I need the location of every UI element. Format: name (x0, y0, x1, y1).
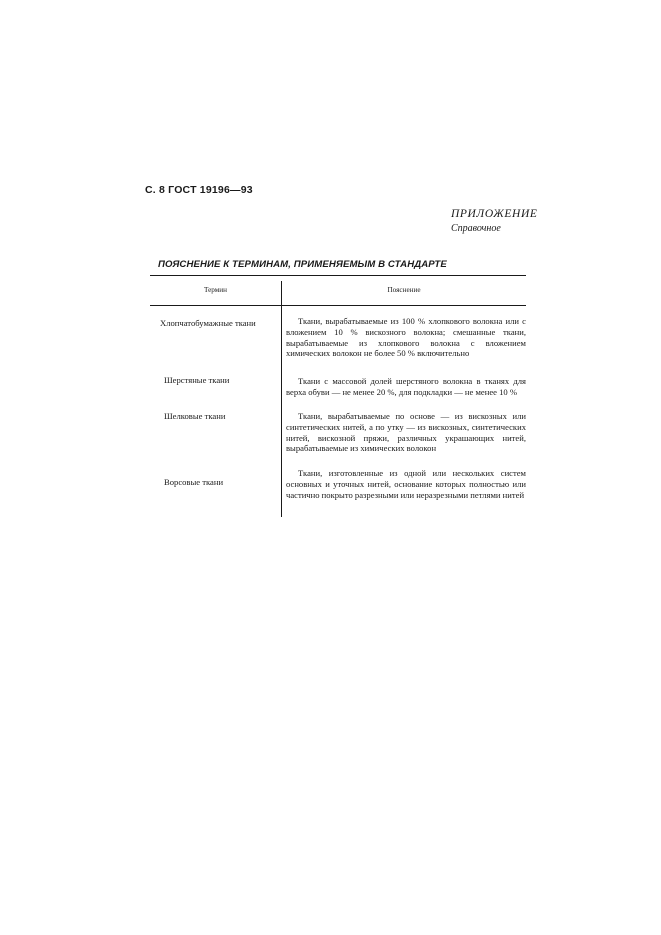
table-row-term: Ворсовые ткани (164, 477, 224, 487)
appendix-subtitle: Справочное (451, 223, 501, 234)
table-row-term: Шелковые ткани (164, 411, 226, 421)
table-row-term: Шерстяные ткани (164, 375, 230, 385)
table-title: ПОЯСНЕНИЕ К ТЕРМИНАМ, ПРИМЕНЯЕМЫМ В СТАНДАРТЕ (158, 259, 447, 270)
appendix-label: ПРИЛОЖЕНИЕ (451, 208, 538, 220)
table-row-explanation: Ткани с массовой долей шерстяного волокна в тканях для верха обуви — не менее 20 %, для подкладки — не менее 10 % (286, 376, 526, 397)
table-row-explanation: Ткани, изготовленные из одной или нескольких систем основных и уточных нитей, основание которых полностью или частично покрыто разрезными или неразрезными петлями нитей (286, 468, 526, 500)
page-header: С. 8 ГОСТ 19196—93 (145, 184, 253, 196)
table-header-rule (150, 305, 526, 306)
table-top-rule (150, 275, 526, 276)
column-header-explanation: Пояснение (387, 286, 421, 294)
table-row-explanation: Ткани, вырабатываемые по основе — из вискозных или синтетических нитей, а по утку — из вискозных, синтетических нитей, вискозной пряжи, различных украшающих нитей, вырабатываемые из химических волокон (286, 411, 526, 454)
column-header-term: Термин (203, 286, 228, 294)
column-divider (281, 281, 282, 517)
table-row-term: Хлопчатобумажные ткани (160, 318, 256, 328)
table-row-explanation: Ткани, вырабатываемые из 100 % хлопкового волокна или с вложением 10 % вискозного волокна; смешанные ткани, вырабатываемые из хлопкового волокна с вложением химических волокон не более 50 % включительно (286, 316, 526, 359)
